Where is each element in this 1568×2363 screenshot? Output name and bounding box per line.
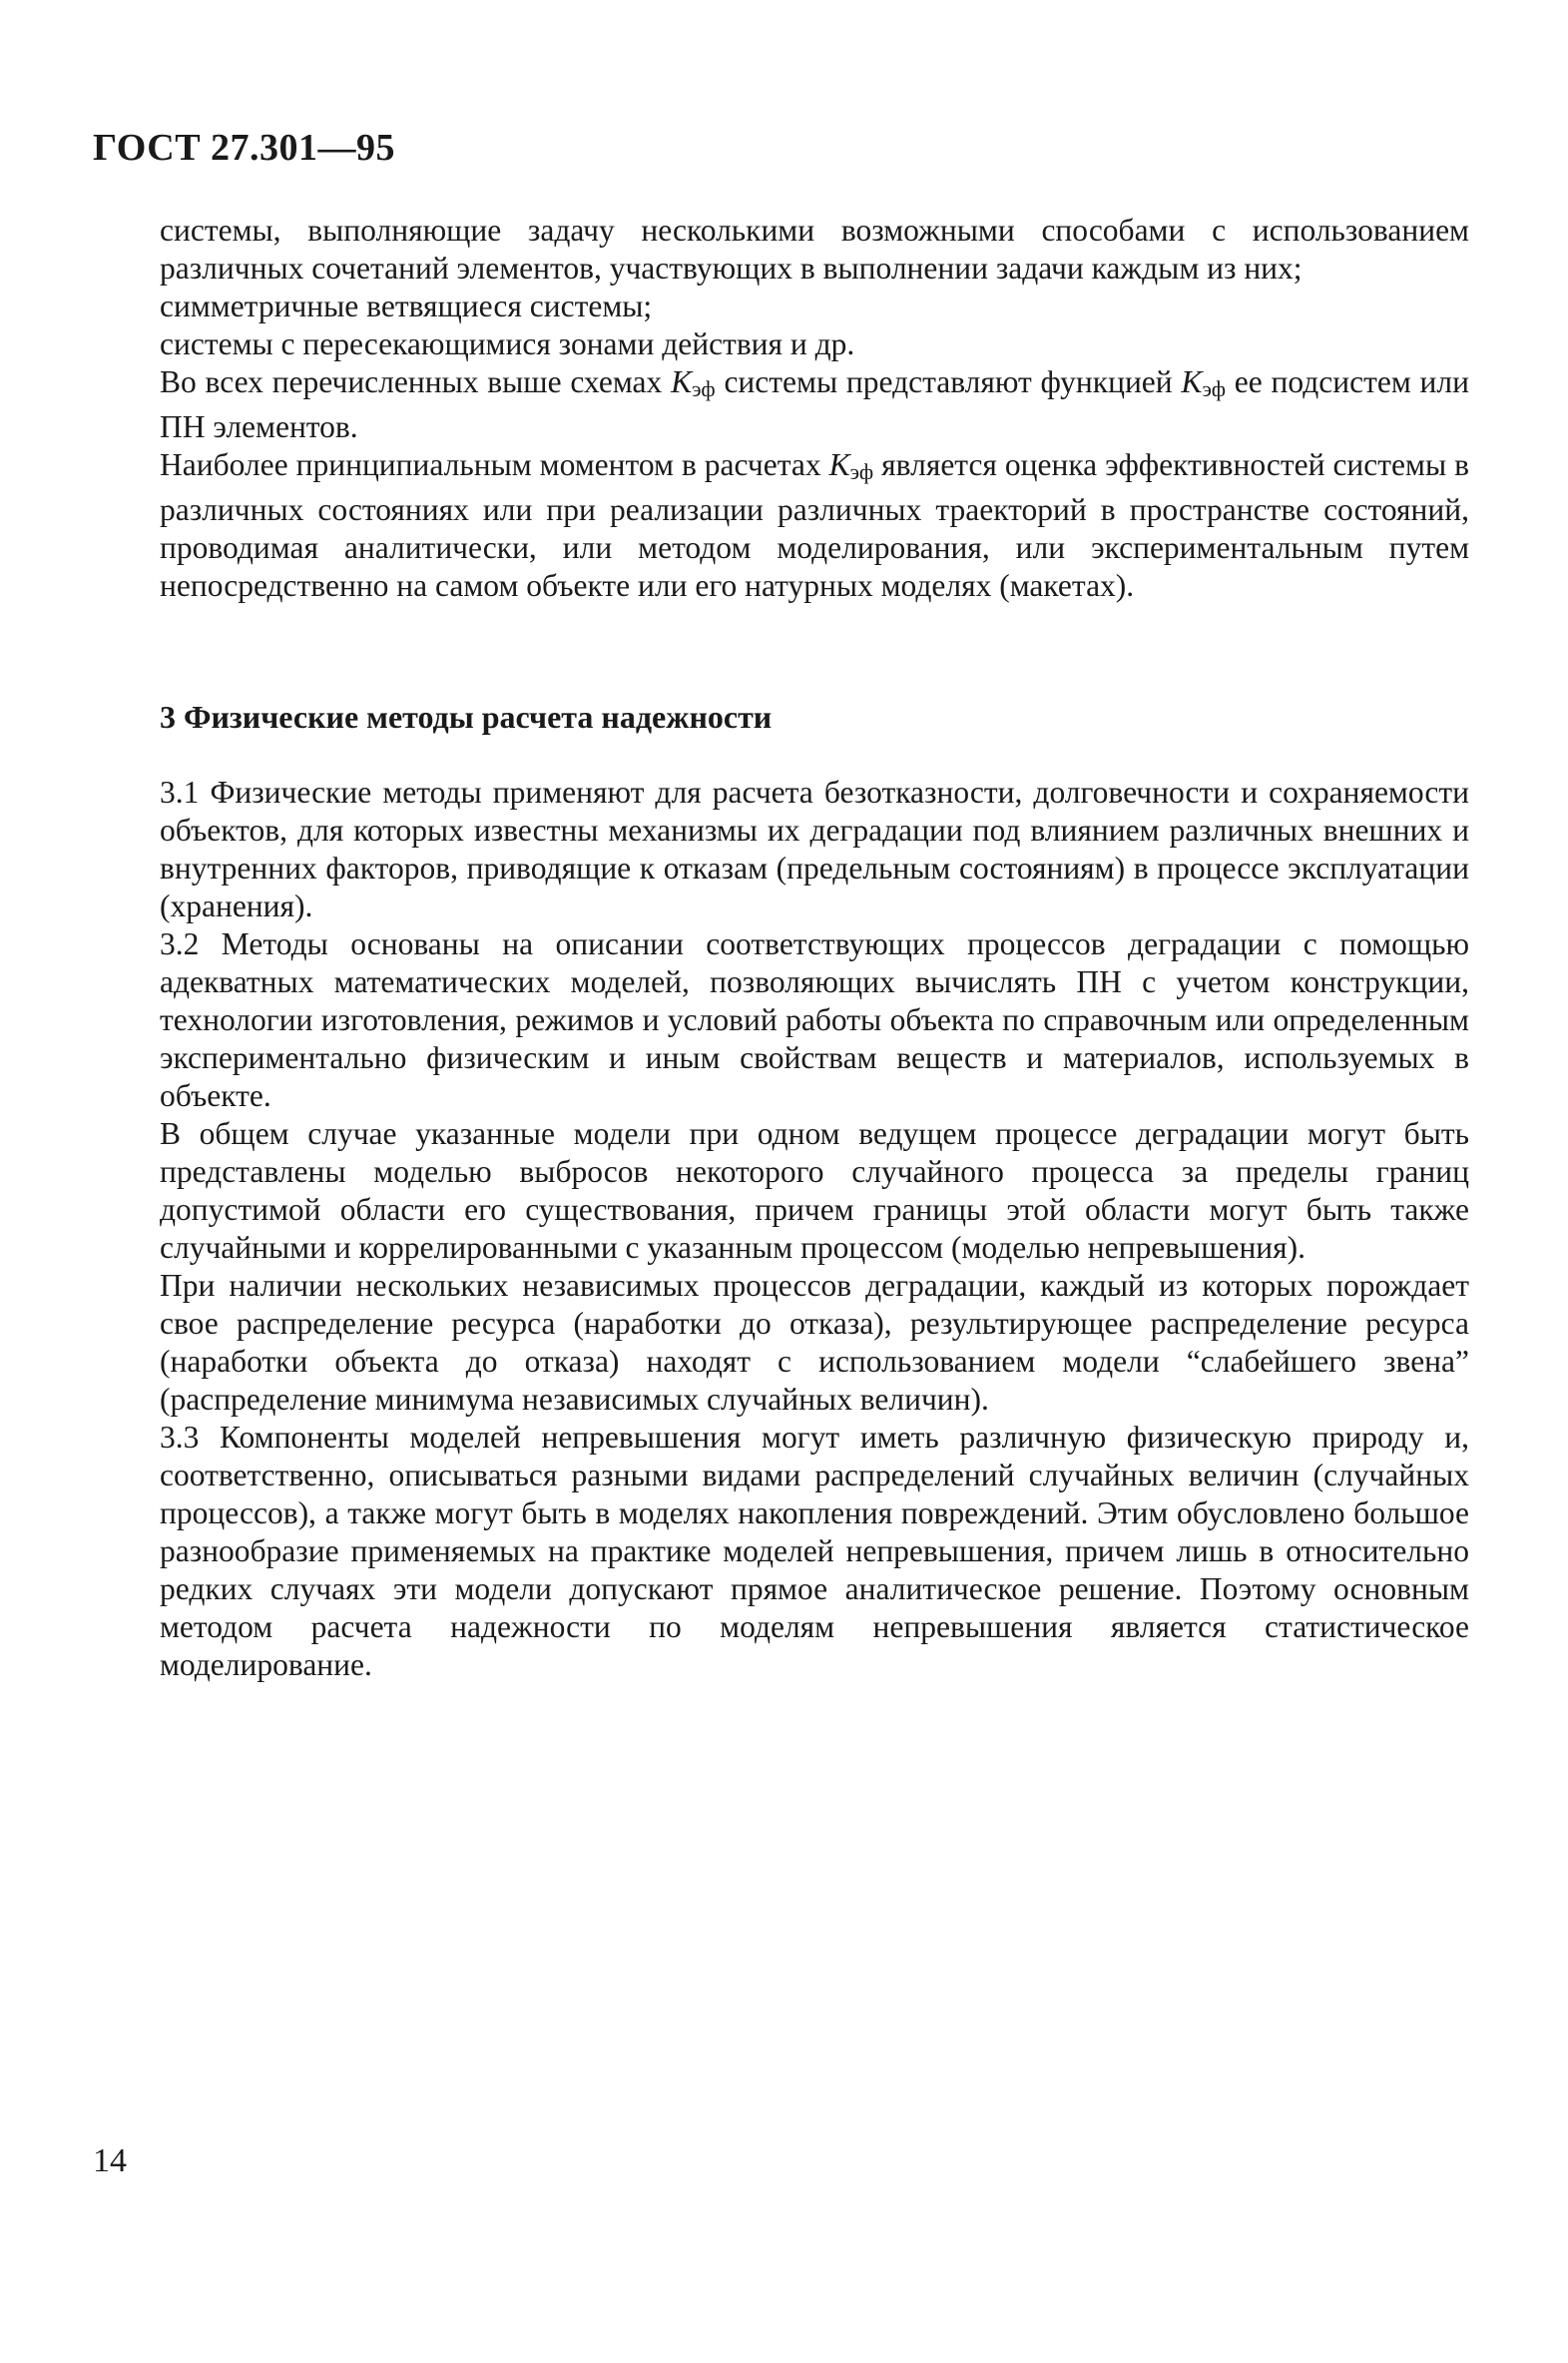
text-run: Наиболее принципиальным моментом в расчетах (160, 447, 829, 482)
paragraph: 3.1 Физические методы применяют для расчета безотказности, долговечности и сохраняемости объектов, для которых известны механизмы их деградации под влиянием различных внешних и внутренних факторов, приводящие к отказам (предельным состояниям) в процессе эксплуатации (хранения). (160, 775, 1469, 923)
paragraph: 3.3 Компоненты моделей непревышения могут иметь различную физическую природу и, соответственно, описываться разными видами распределений случайных величин (случайных процессов), а также могут быть в моделях накопления повреждений. Этим обусловлено большое разнообразие применяемых на практике моделей непревышения, причем лишь в относительно редких случаях эти модели допускают прямое аналитическое решение. Поэтому основным методом расчета надежности по моделям непревышения является статистическое моделирование. (160, 1420, 1469, 1682)
section-text-block (160, 774, 1469, 1684)
page-number: 14 (93, 2142, 127, 2179)
text-run: системы представляют функцией (715, 364, 1182, 399)
keff-symbol: Kэф (828, 447, 874, 484)
document-header: ГОСТ 27.301—95 (93, 127, 396, 169)
paragraph: 3.2 Методы основаны на описании соответствующих процессов деградации с помощью адекватных математических моделей, позволяющих вычислять ПН с учетом конструкции, технологии изготовления, режимов и условий работы объекта по справочным или определенным экспериментально физическим и иным свойствам веществ и материалов, используемых в объекте. (160, 926, 1469, 1113)
text-run: ее подсистем или ПН элементов. (160, 364, 1469, 444)
text-run: является оценка эффективностей системы в различных состояниях или при реализации различных траекторий в пространстве состояний, проводимая аналитически, или методом моделирования, или экспериментальным путем непосредственно на самом объекте или его натурных моделях (макетах). (160, 447, 1469, 603)
keff-paragraph (160, 363, 1469, 446)
paragraph: системы, выполняющие задачу несколькими возможными способами с использованием различных сочетаний элементов, участвующих в выполнении задачи каждым из них; (160, 213, 1469, 286)
section-heading: 3 Физические методы расчета надежности (160, 699, 773, 735)
paragraph: В общем случае указанные модели при одном ведущем процессе деградации могут быть представлены моделью выбросов некоторого случайного процесса за пределы границ допустимой области его существования, причем границы этой области могут быть также случайными и коррелированными с указанным процессом (моделью непревышения). (160, 1116, 1469, 1265)
keff-symbol: Kэф (671, 364, 716, 401)
text-run: Во всех перечисленных выше схемах (160, 364, 672, 399)
keff-symbol: Kэф (1181, 364, 1227, 401)
paragraph: При наличии нескольких независимых процессов деградации, каждый из которых порождает свое распределение ресурса (наработки до отказа), результирующее распределение ресурса (наработки объекта до отказа) находят с использованием модели “слабейшего звена” (распределение минимума независимых случайных величин). (160, 1268, 1469, 1417)
paragraph: симметричные ветвящиеся системы; (160, 289, 653, 323)
keff-paragraph-2 (160, 446, 1469, 605)
intro-text-block (160, 212, 1469, 605)
paragraph: системы с пересекающимися зонами действия и др. (160, 326, 855, 361)
